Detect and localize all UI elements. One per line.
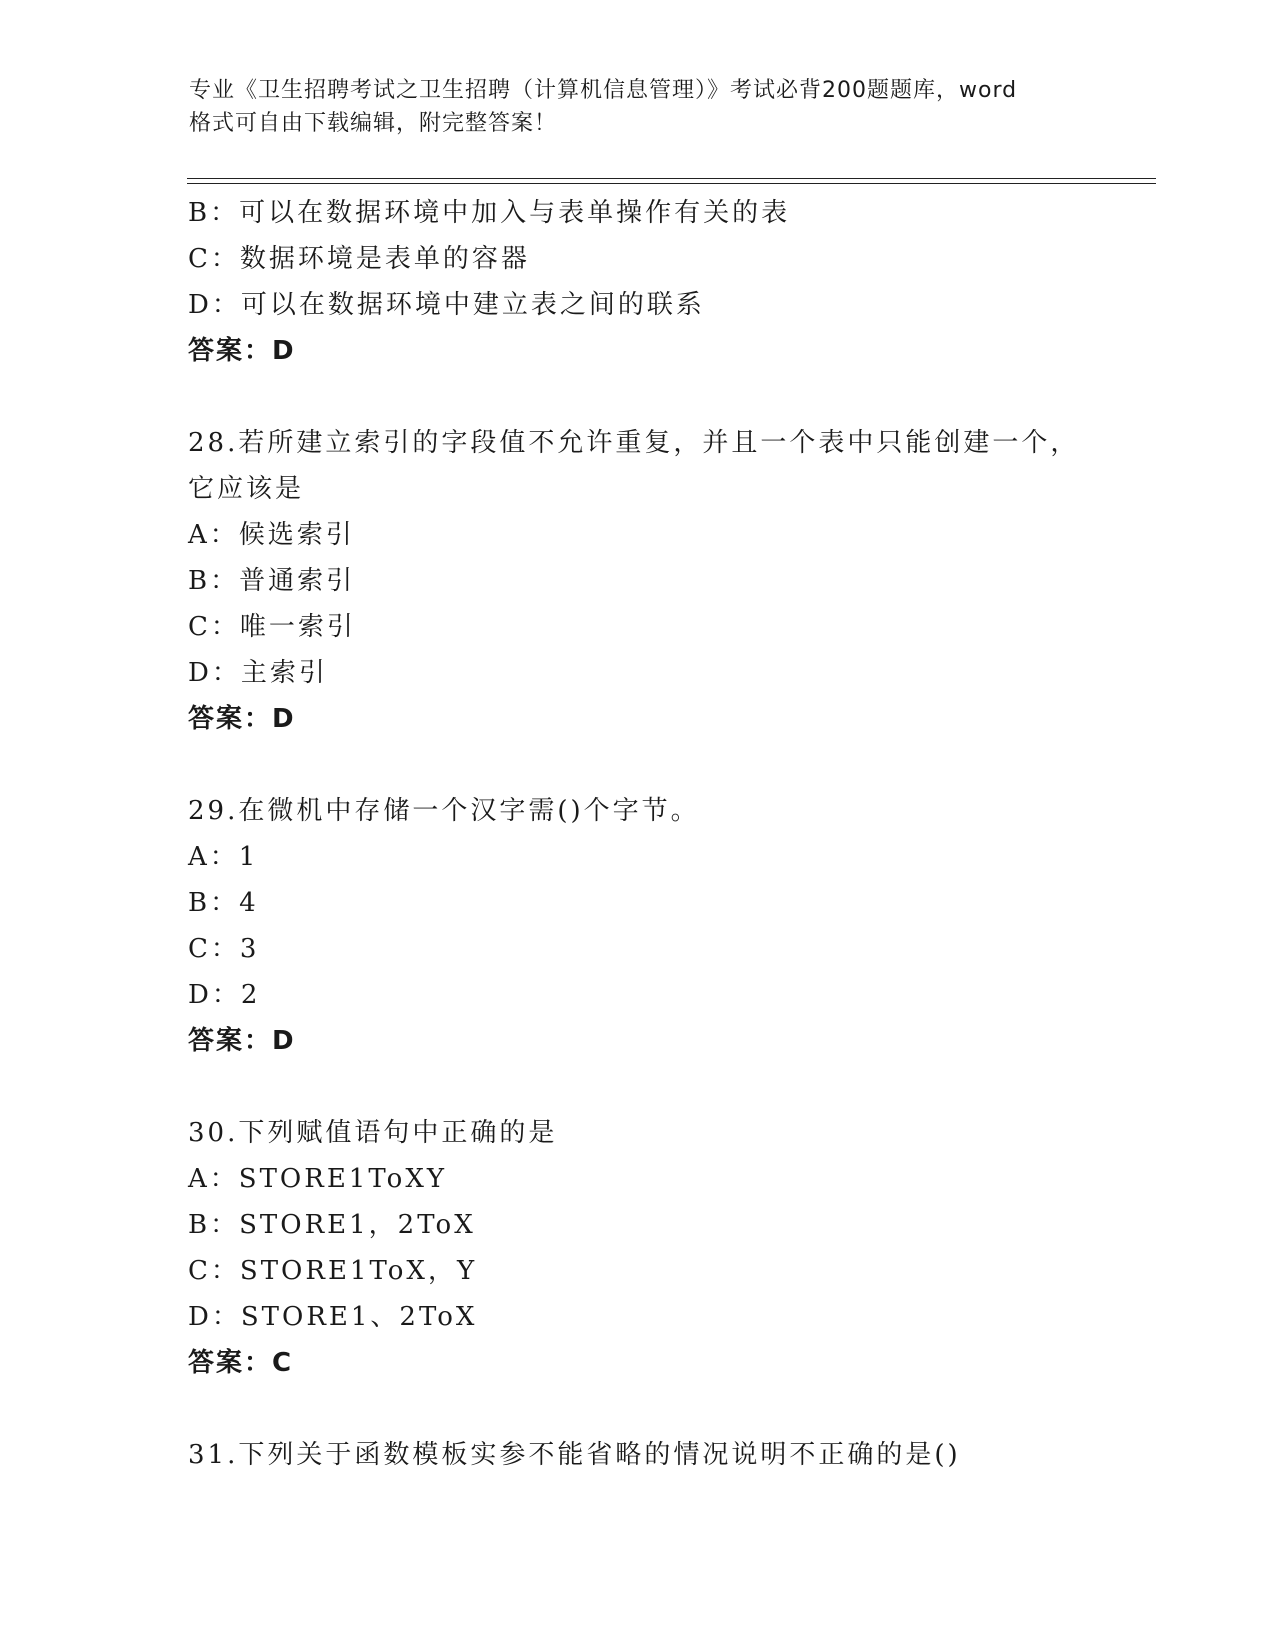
option-d: D：可以在数据环境中建立表之间的联系: [188, 290, 705, 320]
option-a: A：候选索引: [188, 520, 355, 550]
question-30: [188, 1110, 1148, 1386]
question-28: [188, 420, 1148, 742]
question-stem: 29.在微机中存储一个汉字需()个字节。: [188, 796, 700, 826]
answer-label: 答案：C: [188, 1348, 294, 1378]
option-d: D：2: [188, 980, 261, 1010]
header-rule-top: [187, 178, 1156, 179]
option-b: B：STORE1，2ToX: [188, 1210, 476, 1240]
option-d: D：STORE1、2ToX: [188, 1302, 478, 1332]
spacer: [188, 374, 1148, 420]
question-stem: 30.下列赋值语句中正确的是: [188, 1118, 558, 1148]
answer-label: 答案：D: [188, 1026, 296, 1056]
question-29: [188, 788, 1148, 1064]
option-c: C：唯一索引: [188, 612, 356, 642]
answer-label: 答案：D: [188, 336, 296, 366]
header-line-1: 专业《卫生招聘考试之卫生招聘（计算机信息管理）》考试必背200题题库，word: [189, 78, 1018, 103]
option-c: C：3: [188, 934, 260, 964]
option-d: D：主索引: [188, 658, 328, 688]
question-31: [188, 1432, 1148, 1478]
option-c: C：STORE1ToX，Y: [188, 1256, 478, 1286]
spacer: [188, 1064, 1148, 1110]
question-stem-continued: 它应该是: [188, 474, 305, 504]
question-stem: 28.若所建立索引的字段值不允许重复，并且一个表中只能创建一个，: [188, 428, 1080, 458]
option-a: A：STORE1ToXY: [188, 1164, 447, 1194]
spacer: [188, 1386, 1148, 1432]
option-c: C：数据环境是表单的容器: [188, 244, 530, 274]
document-header: [189, 74, 1089, 140]
option-a: A：1: [188, 842, 259, 872]
option-b: B：普通索引: [188, 566, 356, 596]
answer-label: 答案：D: [188, 704, 296, 734]
header-line-2: 格式可自由下载编辑，附完整答案！: [189, 111, 558, 136]
header-rule-bottom: [187, 183, 1156, 184]
option-b: B：4: [188, 888, 259, 918]
question-stem: 31.下列关于函数模板实参不能省略的情况说明不正确的是(): [188, 1440, 961, 1470]
spacer: [188, 742, 1148, 788]
question-list: [188, 190, 1148, 1478]
question-fragment: [188, 190, 1148, 374]
option-b: B：可以在数据环境中加入与表单操作有关的表: [188, 198, 791, 228]
